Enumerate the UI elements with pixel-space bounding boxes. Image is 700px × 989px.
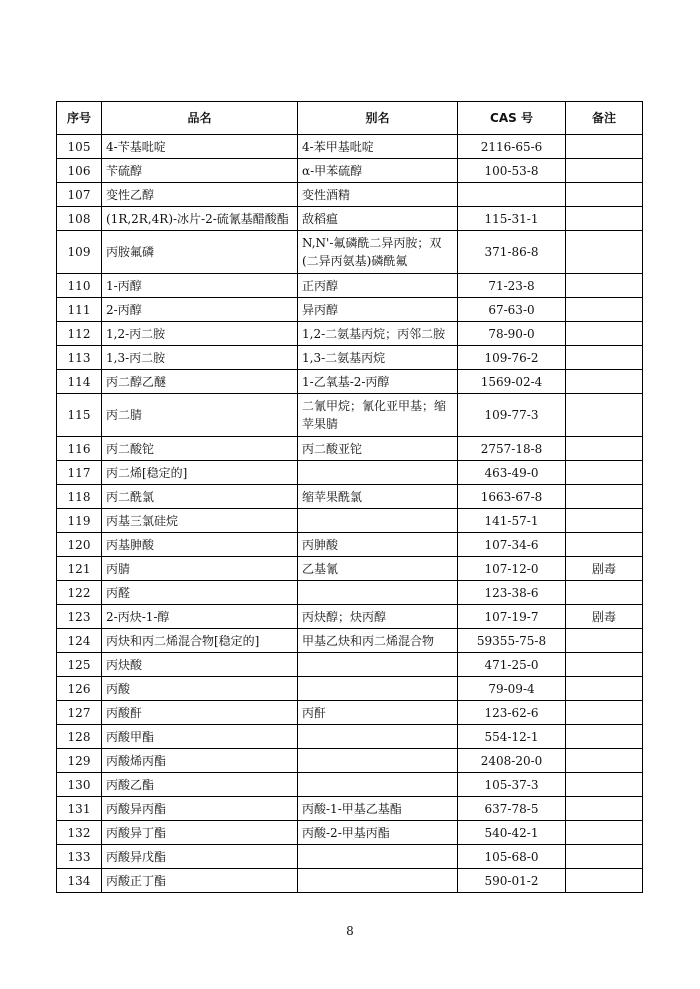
row-cas: 100-53-8 <box>458 159 566 183</box>
row-alias: 缩苹果酰氯 <box>298 485 458 509</box>
row-alias: 丙酸-1-甲基乙基酯 <box>298 797 458 821</box>
row-alias <box>298 509 458 533</box>
row-cas: 107-34-6 <box>458 533 566 557</box>
row-name: 丙基胂酸 <box>102 533 298 557</box>
table-row <box>57 821 643 845</box>
row-cas: 123-38-6 <box>458 581 566 605</box>
row-number: 116 <box>57 437 102 461</box>
row-number: 118 <box>57 485 102 509</box>
row-note <box>566 394 643 437</box>
row-number: 112 <box>57 322 102 346</box>
row-alias: 丙二酸亚铊 <box>298 437 458 461</box>
row-number: 119 <box>57 509 102 533</box>
row-alias: N,N'-氟磷酰二异丙胺；双(二异丙氨基)磷酰氟 <box>298 231 458 274</box>
row-number: 125 <box>57 653 102 677</box>
page-number: 8 <box>346 924 354 938</box>
row-note <box>566 749 643 773</box>
row-alias <box>298 749 458 773</box>
row-cas: 67-63-0 <box>458 298 566 322</box>
table-body <box>57 135 643 893</box>
row-cas: 141-57-1 <box>458 509 566 533</box>
header-no: 序号 <box>57 102 102 135</box>
row-cas: 107-19-7 <box>458 605 566 629</box>
row-alias: 丙酸-2-甲基丙酯 <box>298 821 458 845</box>
row-note: 剧毒 <box>566 557 643 581</box>
table-header-row <box>57 102 643 135</box>
row-alias: 正丙醇 <box>298 274 458 298</box>
row-cas: 59355-75-8 <box>458 629 566 653</box>
row-note <box>566 346 643 370</box>
row-number: 131 <box>57 797 102 821</box>
row-cas: 1663-67-8 <box>458 485 566 509</box>
row-number: 120 <box>57 533 102 557</box>
row-note <box>566 231 643 274</box>
table-row <box>57 394 643 437</box>
row-alias: 4-苯甲基吡啶 <box>298 135 458 159</box>
row-number: 107 <box>57 183 102 207</box>
table-row <box>57 701 643 725</box>
row-note <box>566 533 643 557</box>
table-row <box>57 485 643 509</box>
row-name: 1-丙醇 <box>102 274 298 298</box>
row-name: 丙二烯[稳定的] <box>102 461 298 485</box>
row-note <box>566 159 643 183</box>
table-row <box>57 725 643 749</box>
header-name: 品名 <box>102 102 298 135</box>
row-alias <box>298 845 458 869</box>
row-alias <box>298 581 458 605</box>
row-number: 108 <box>57 207 102 231</box>
row-cas: 540-42-1 <box>458 821 566 845</box>
row-note <box>566 581 643 605</box>
row-alias: 1,3-二氨基丙烷 <box>298 346 458 370</box>
row-alias <box>298 869 458 893</box>
row-number: 115 <box>57 394 102 437</box>
table-row <box>57 298 643 322</box>
row-number: 113 <box>57 346 102 370</box>
row-name: 1,2-丙二胺 <box>102 322 298 346</box>
row-name: 4-苄基吡啶 <box>102 135 298 159</box>
row-note <box>566 135 643 159</box>
table-row <box>57 869 643 893</box>
row-cas <box>458 183 566 207</box>
row-note <box>566 797 643 821</box>
table-row <box>57 437 643 461</box>
row-name: 丙醛 <box>102 581 298 605</box>
row-number: 105 <box>57 135 102 159</box>
table-row <box>57 370 643 394</box>
row-alias <box>298 773 458 797</box>
row-number: 121 <box>57 557 102 581</box>
row-number: 133 <box>57 845 102 869</box>
row-note <box>566 274 643 298</box>
row-name: (1R,2R,4R)-冰片-2-硫氰基醋酸酯 <box>102 207 298 231</box>
row-alias <box>298 653 458 677</box>
row-name: 丙酸乙酯 <box>102 773 298 797</box>
row-name: 丙酸异丙酯 <box>102 797 298 821</box>
row-alias: α-甲苯硫醇 <box>298 159 458 183</box>
row-number: 122 <box>57 581 102 605</box>
row-name: 丙二酸铊 <box>102 437 298 461</box>
row-alias: 1-乙氧基-2-丙醇 <box>298 370 458 394</box>
row-cas: 2116-65-6 <box>458 135 566 159</box>
table-row <box>57 509 643 533</box>
row-number: 127 <box>57 701 102 725</box>
row-number: 126 <box>57 677 102 701</box>
row-cas: 115-31-1 <box>458 207 566 231</box>
row-note <box>566 701 643 725</box>
row-cas: 554-12-1 <box>458 725 566 749</box>
row-name: 丙二酰氯 <box>102 485 298 509</box>
table-row <box>57 845 643 869</box>
row-number: 134 <box>57 869 102 893</box>
header-cas: CAS 号 <box>458 102 566 135</box>
row-note <box>566 183 643 207</box>
row-note <box>566 298 643 322</box>
row-alias <box>298 725 458 749</box>
row-alias: 甲基乙炔和丙二烯混合物 <box>298 629 458 653</box>
row-cas: 105-68-0 <box>458 845 566 869</box>
chemical-table <box>56 101 643 893</box>
row-note <box>566 869 643 893</box>
table-row <box>57 677 643 701</box>
row-name: 丙炔和丙二烯混合物[稳定的] <box>102 629 298 653</box>
table-row <box>57 274 643 298</box>
table-row <box>57 629 643 653</box>
row-name: 丙炔酸 <box>102 653 298 677</box>
row-cas: 590-01-2 <box>458 869 566 893</box>
table-row <box>57 533 643 557</box>
row-name: 丙二醇乙醚 <box>102 370 298 394</box>
row-cas: 371-86-8 <box>458 231 566 274</box>
row-alias <box>298 677 458 701</box>
row-cas: 2757-18-8 <box>458 437 566 461</box>
row-note <box>566 370 643 394</box>
row-note <box>566 207 643 231</box>
row-number: 132 <box>57 821 102 845</box>
table-row <box>57 653 643 677</box>
row-note <box>566 322 643 346</box>
row-cas: 2408-20-0 <box>458 749 566 773</box>
table-row <box>57 605 643 629</box>
row-alias <box>298 461 458 485</box>
table-row <box>57 346 643 370</box>
row-cas: 71-23-8 <box>458 274 566 298</box>
row-name: 丙酸 <box>102 677 298 701</box>
table-row <box>57 207 643 231</box>
row-note <box>566 821 643 845</box>
row-note <box>566 845 643 869</box>
table-row <box>57 557 643 581</box>
table-row <box>57 159 643 183</box>
table-row <box>57 135 643 159</box>
row-number: 130 <box>57 773 102 797</box>
row-cas: 107-12-0 <box>458 557 566 581</box>
row-note <box>566 461 643 485</box>
row-name: 丙酸异戊酯 <box>102 845 298 869</box>
row-name: 丙酸正丁酯 <box>102 869 298 893</box>
row-number: 109 <box>57 231 102 274</box>
row-cas: 79-09-4 <box>458 677 566 701</box>
table-row <box>57 322 643 346</box>
row-name: 2-丙炔-1-醇 <box>102 605 298 629</box>
row-name: 苄硫醇 <box>102 159 298 183</box>
header-note: 备注 <box>566 102 643 135</box>
row-name: 丙基三氯硅烷 <box>102 509 298 533</box>
row-note <box>566 677 643 701</box>
row-number: 123 <box>57 605 102 629</box>
row-name: 变性乙醇 <box>102 183 298 207</box>
row-number: 128 <box>57 725 102 749</box>
row-note <box>566 629 643 653</box>
row-note <box>566 653 643 677</box>
row-name: 丙酸异丁酯 <box>102 821 298 845</box>
row-alias: 丙酐 <box>298 701 458 725</box>
row-cas: 471-25-0 <box>458 653 566 677</box>
row-note: 剧毒 <box>566 605 643 629</box>
row-cas: 1569-02-4 <box>458 370 566 394</box>
row-name: 丙腈 <box>102 557 298 581</box>
row-number: 106 <box>57 159 102 183</box>
row-name: 丙酸甲酯 <box>102 725 298 749</box>
row-number: 117 <box>57 461 102 485</box>
row-name: 丙酸烯丙酯 <box>102 749 298 773</box>
row-number: 111 <box>57 298 102 322</box>
row-name: 丙二腈 <box>102 394 298 437</box>
row-name: 1,3-丙二胺 <box>102 346 298 370</box>
row-number: 114 <box>57 370 102 394</box>
row-cas: 109-77-3 <box>458 394 566 437</box>
row-name: 丙胺氟磷 <box>102 231 298 274</box>
table-row <box>57 461 643 485</box>
table-row <box>57 183 643 207</box>
table-row <box>57 749 643 773</box>
row-cas: 123-62-6 <box>458 701 566 725</box>
row-note <box>566 485 643 509</box>
row-cas: 78-90-0 <box>458 322 566 346</box>
row-alias: 1,2-二氨基丙烷；丙邻二胺 <box>298 322 458 346</box>
row-cas: 109-76-2 <box>458 346 566 370</box>
row-note <box>566 437 643 461</box>
row-note <box>566 773 643 797</box>
row-alias: 变性酒精 <box>298 183 458 207</box>
header-alias: 别名 <box>298 102 458 135</box>
row-cas: 105-37-3 <box>458 773 566 797</box>
row-alias: 丙炔醇；炔丙醇 <box>298 605 458 629</box>
row-cas: 463-49-0 <box>458 461 566 485</box>
row-name: 丙酸酐 <box>102 701 298 725</box>
row-alias: 丙胂酸 <box>298 533 458 557</box>
row-alias: 敌稻瘟 <box>298 207 458 231</box>
row-cas: 637-78-5 <box>458 797 566 821</box>
row-number: 129 <box>57 749 102 773</box>
row-alias: 异丙醇 <box>298 298 458 322</box>
row-alias: 二氰甲烷；氰化亚甲基；缩苹果腈 <box>298 394 458 437</box>
row-number: 110 <box>57 274 102 298</box>
row-note <box>566 725 643 749</box>
row-alias: 乙基氰 <box>298 557 458 581</box>
table-row <box>57 797 643 821</box>
row-note <box>566 509 643 533</box>
row-number: 124 <box>57 629 102 653</box>
row-name: 2-丙醇 <box>102 298 298 322</box>
table-row <box>57 773 643 797</box>
table-row <box>57 231 643 274</box>
table-row <box>57 581 643 605</box>
